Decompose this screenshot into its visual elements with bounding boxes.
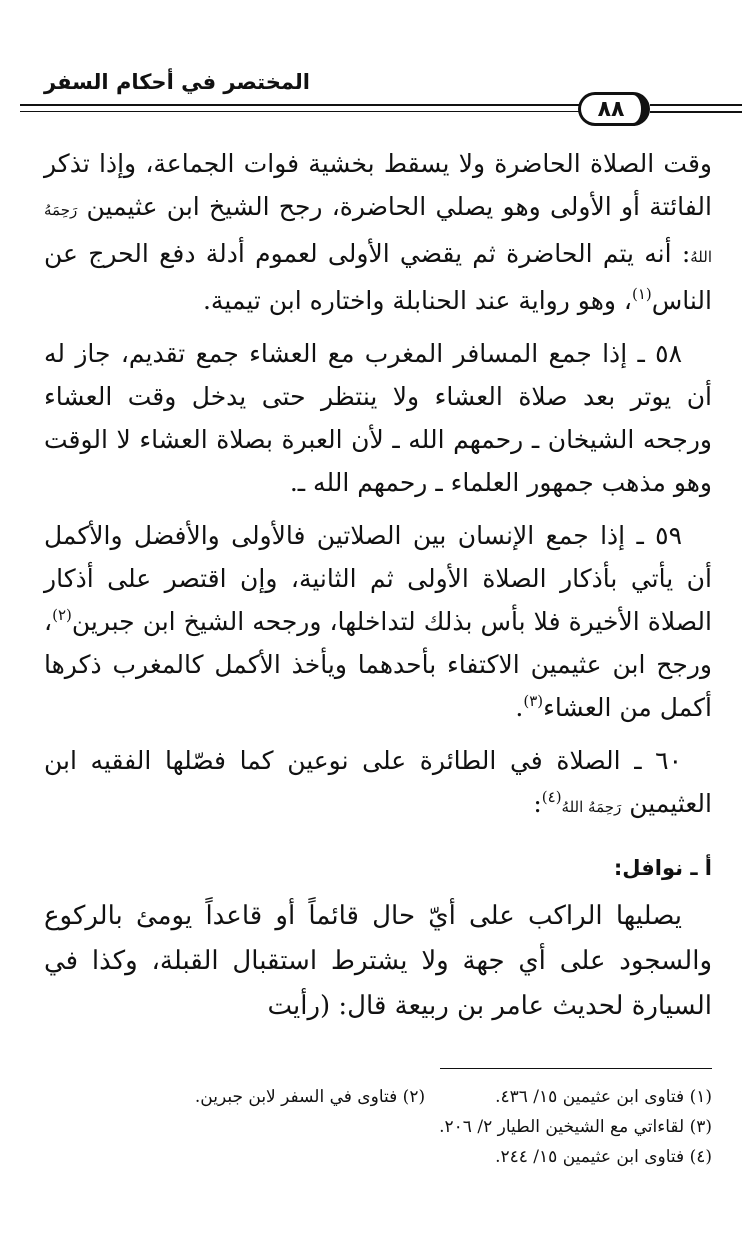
text-span: ٦٠ ـ الصلاة في الطائرة على نوعين كما فصّلها الفقيه ابن العثيمين: [44, 746, 712, 818]
text-span: ، وهو رواية عند الحنابلة واختاره ابن تيمية.: [202, 286, 632, 315]
subheading: أ ـ نوافل:: [613, 856, 712, 880]
running-title: المختصر في أحكام السفر: [44, 70, 311, 94]
footnote-4: (٤) فتاوى ابن عثيمين ١٥/ ٢٤٤.: [495, 1147, 712, 1167]
paragraph-58: ٥٨ ـ إذا جمع المسافر المغرب مع العشاء جمع تقديم، جاز له أن يوتر بعد صلاة العشاء ولا ينتظر حتى يدخل وقت العشاء ورجحه الشيخان ـ رحمهم الله ـ لأن العبرة بصلاة العشاء لا الوقت وهو مذهب جمهور العلماء ـ رحمهم الله ـ.: [44, 339, 712, 497]
paragraph-60: [44, 739, 712, 829]
honorific-glyph: رَحِمَهُ اللهُ: [561, 798, 622, 816]
text-span: : أنه يتم الحاضرة ثم يقضي الأولى لعموم أدلة دفع الحرج عن الناس: [44, 239, 712, 315]
footnote-row: [44, 1142, 712, 1172]
footnote-row: [44, 1112, 712, 1142]
footnote-ref[interactable]: (٤): [541, 788, 562, 806]
header-rule-right: [650, 104, 742, 118]
footnote-3: (٣) لقاءاتي مع الشيخين الطيار ٢/ ٢٠٦.: [439, 1117, 712, 1137]
paragraph-nawafil: يصليها الراكب على أيّ حال قائماً أو قاعداً يومئ بالركوع والسجود على أي جهة ولا يشترط استقبال القبلة، وكذا في السيارة لحديث عامر بن ربيعة قال: (رأيت: [44, 901, 712, 1021]
text-span: :: [533, 789, 542, 818]
header-rule: [20, 104, 580, 117]
paragraph-continuation: [44, 142, 712, 322]
footnote-divider: [440, 1068, 712, 1069]
footnote-ref[interactable]: (٣): [523, 692, 544, 710]
footnote-ref[interactable]: (٢): [52, 606, 72, 624]
footnote-1: (١) فتاوى ابن عثيمين ١٥/ ٤٣٦.: [495, 1087, 712, 1107]
text-span: ، ورجح ابن عثيمين الاكتفاء بأحدهما ويأخذ الأكمل كالمغرب ذكرها أكمل من العشاء: [44, 607, 712, 722]
page-number: ٨٨: [578, 92, 650, 126]
main-text: [44, 142, 712, 1029]
paragraph-59: [44, 514, 712, 729]
footnote-row: [44, 1082, 712, 1112]
footnote-2: (٢) فتاوى في السفر لابن جبرين.: [194, 1087, 426, 1107]
footnote-ref[interactable]: (١): [631, 285, 652, 303]
text-span: ٥٩ ـ إذا جمع الإنسان بين الصلاتين فالأولى والأفضل والأكمل أن يأتي بأذكار الصلاة الأولى ثم الثانية، وإن اقتصر على أذكار الصلاة الأخيرة فلا بأس بذلك لتداخلها، ورجحه الشيخ ابن جبرين: [44, 521, 712, 636]
honorific-glyph: رَحِمَهُ اللهُ: [44, 201, 712, 266]
text-span: .: [515, 693, 524, 722]
text-span: وقت الصلاة الحاضرة ولا يسقط بخشية فوات الجماعة، وإذا تذكر الفائتة أو الأولى وهو يصلي الحاضرة، رجح الشيخ ابن عثيمين: [44, 149, 712, 221]
footnotes: [44, 1082, 712, 1172]
